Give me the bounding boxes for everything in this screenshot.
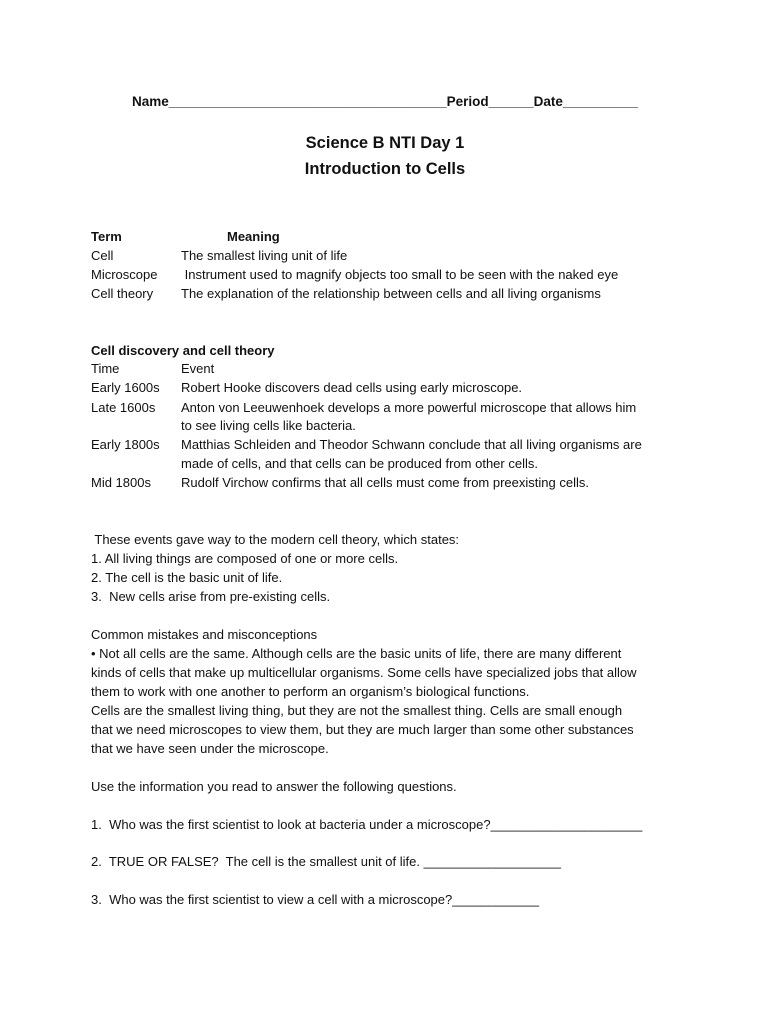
time-early-1600s: Early 1600s	[91, 380, 160, 395]
worksheet-subtitle: Introduction to Cells	[304, 160, 466, 178]
theory-intro: These events gave way to the modern cell theory, which states:	[91, 532, 460, 547]
meaning-header: Meaning	[227, 229, 280, 244]
theory-point-3: 3. New cells arise from pre-existing cells.	[91, 589, 331, 604]
event-schleiden-line1: Matthias Schleiden and Theodor Schwann conclude that all living organisms are	[181, 437, 642, 452]
meaning-cell: The smallest living unit of life	[181, 248, 348, 263]
misconception-line-6: that we have seen under the microscope.	[91, 741, 329, 756]
time-late-1600s: Late 1600s	[91, 400, 156, 415]
questions-instruction: Use the information you read to answer the following questions.	[91, 779, 457, 794]
misconceptions-block	[91, 625, 691, 758]
misconception-line-3: them to work with one another to perform an organism’s biological functions.	[91, 684, 530, 699]
event-header: Event	[181, 361, 215, 376]
question-1	[91, 815, 642, 834]
theory-block	[91, 530, 691, 606]
term-header: Term	[91, 229, 122, 244]
question-1-text: 1. Who was the first scientist to look at bacteria under a microscope?	[91, 817, 491, 832]
term-microscope: Microscope	[91, 267, 158, 282]
misconception-line-2: kinds of cells that make up multicellular organisms. Some cells have specialized jobs that allow	[91, 665, 637, 680]
question-2	[91, 852, 561, 871]
question-2-text: 2. TRUE OR FALSE? The cell is the smallest unit of life.	[91, 854, 424, 869]
name-period-date-line: Name_____________________________________Period______Date__________	[132, 94, 638, 109]
misconception-line-5: that we need microscopes to view them, but they are much larger than some other substances	[91, 722, 634, 737]
time-early-1800s: Early 1800s	[91, 437, 160, 452]
time-header: Time	[91, 361, 120, 376]
question-3-text: 3. Who was the first scientist to view a cell with a microscope?	[91, 892, 453, 907]
meaning-microscope: Instrument used to magnify objects too small to be seen with the naked eye	[181, 267, 619, 282]
event-virchow: Rudolf Virchow confirms that all cells must come from preexisting cells.	[181, 475, 589, 490]
theory-point-2: 2. The cell is the basic unit of life.	[91, 570, 283, 585]
term-cell: Cell	[91, 248, 114, 263]
time-mid-1800s: Mid 1800s	[91, 475, 151, 490]
answer-blank-1[interactable]: _____________________	[490, 817, 643, 832]
theory-point-1: 1. All living things are composed of one or more cells.	[91, 551, 399, 566]
question-3	[91, 890, 539, 909]
event-schleiden-line2: made of cells, and that cells can be produced from other cells.	[181, 456, 538, 471]
term-cell-theory: Cell theory	[91, 286, 154, 301]
discovery-heading: Cell discovery and cell theory	[91, 343, 275, 358]
answer-blank-3[interactable]: ____________	[452, 892, 540, 907]
event-leeuwenhoek-line1: Anton von Leeuwenhoek develops a more powerful microscope that allows him	[181, 400, 637, 415]
worksheet-title: Science B NTI Day 1	[305, 134, 465, 152]
event-leeuwenhoek-line2: to see living cells like bacteria.	[181, 418, 356, 433]
answer-blank-2[interactable]: ___________________	[423, 854, 561, 869]
misconception-line-4: Cells are the smallest living thing, but they are not the smallest thing. Cells are small enough	[91, 703, 623, 718]
misconception-line-1: • Not all cells are the same. Although cells are the basic units of life, there are many different	[91, 646, 622, 661]
misconceptions-heading: Common mistakes and misconceptions	[91, 627, 318, 642]
meaning-cell-theory: The explanation of the relationship between cells and all living organisms	[181, 286, 601, 301]
event-hooke: Robert Hooke discovers dead cells using early microscope.	[181, 380, 523, 395]
